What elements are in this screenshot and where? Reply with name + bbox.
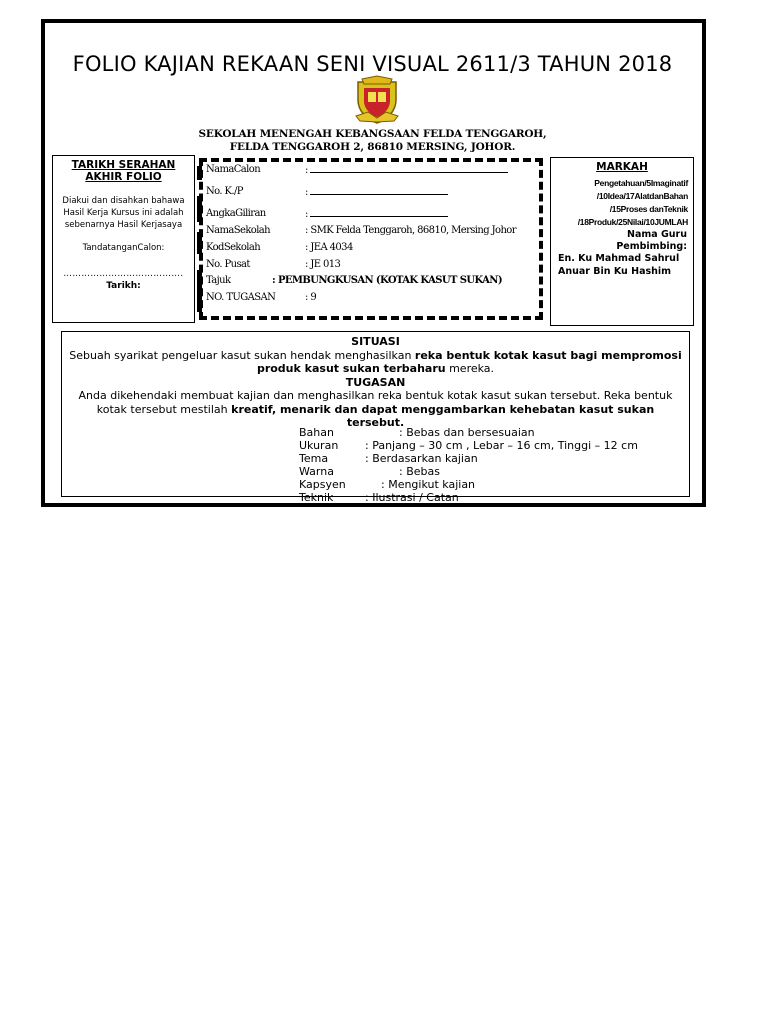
- signature-label: TandatanganCalon:: [82, 243, 165, 253]
- form-label: No. K./P: [206, 186, 243, 197]
- bar-decoration: [197, 232, 202, 254]
- form-value: : PEMBUNGKUSAN (KOTAK KASUT SUKAN): [272, 275, 502, 286]
- criteria-line: Pengetahuan/5Imaginatif: [594, 178, 688, 188]
- bar-decoration: [197, 166, 202, 180]
- form-label: NO. TUGASAN: [206, 292, 276, 303]
- teacher-label-line1: Nama Guru: [627, 229, 687, 240]
- declaration-text: [53, 195, 194, 231]
- form-label: NamaSekolah: [206, 225, 271, 236]
- teacher-name-line2: Anuar Bin Ku Hashim: [558, 265, 672, 277]
- marks-criteria: [551, 177, 693, 229]
- bar-decoration: [197, 270, 202, 312]
- bar-decoration: [197, 196, 202, 222]
- form-value: :: [305, 208, 448, 220]
- declaration-line2: Hasil Kerja Kursus ini adalah: [63, 208, 184, 218]
- teacher-name-line1: En. Ku Mahmad Sahrul: [558, 253, 680, 264]
- school-address: [0, 128, 745, 154]
- submission-heading-line2: AKHIR FOLIO: [85, 171, 162, 183]
- form-label: Tajuk: [206, 275, 231, 286]
- tugasan-text: Anda dikehendaki membuat kajian dan menghasilkan reka bentuk kotak kasut sukan tersebut. Reka bentuk: [78, 389, 673, 402]
- marks-box: [550, 157, 694, 326]
- submission-heading-line1: TARIKH SERAHAN: [71, 159, 176, 171]
- submission-date-box: [52, 155, 195, 323]
- school-crest-icon: [354, 76, 400, 124]
- school-name: SEKOLAH MENENGAH KEBANGSAAN FELDA TENGGAROH,: [198, 128, 547, 140]
- situasi-text-cont: produk kasut sukan terbaharu mereka.: [256, 362, 495, 375]
- form-label: No. Pusat: [206, 259, 250, 270]
- form-label: AngkaGiliran: [206, 208, 266, 219]
- form-label: NamaCalon: [206, 164, 261, 175]
- teacher-label: [551, 229, 693, 253]
- date-label: Tarikh:: [106, 281, 141, 291]
- criteria-line: /10Idea/17AlatdanBahan: [596, 191, 688, 201]
- situasi-text: Sebuah syarikat pengeluar kasut sukan hendak menghasilkan reka bentuk kotak kasut bagi mempromosi: [69, 348, 682, 362]
- signature-line: ………………………………….: [63, 269, 184, 279]
- criteria-line: /15Proses danTeknik: [609, 204, 688, 214]
- submission-heading: [53, 159, 194, 183]
- teacher-label-line2: Pembimbing:: [616, 241, 687, 252]
- form-label: KodSekolah: [206, 242, 261, 253]
- teacher-name: [551, 253, 693, 278]
- form-value: : JEA 4034: [305, 242, 353, 253]
- tugasan-text-end: tersebut.: [346, 416, 405, 429]
- form-value: : SMK Felda Tenggaroh, 86810, Mersing Johor: [305, 225, 516, 236]
- situasi-heading: SITUASI: [351, 335, 400, 348]
- form-value: : 9: [305, 292, 317, 303]
- school-location: FELDA TENGGAROH 2, 86810 MERSING, JOHOR.: [229, 141, 516, 153]
- form-value: : JE 013: [305, 259, 341, 270]
- criteria-line: /18Produk/25Nilai/10JUMLAH: [577, 217, 688, 227]
- task-box: SITUASI Sebuah syarikat pengeluar kasut sukan hendak menghasilkan reka bentuk kotak kasut bagi mempromosi produk kasut sukan terbaharu mereka. TUGASAN Anda dikehendaki membuat kajian dan menghasilkan reka bentuk kotak kasut sukan tersebut. Reka bentuk kotak tersebut mestilah kreatif, menarik dan dapat menggambarkan kehebatan kasut sukan tersebut. Bahan : Bebas dan bersesuaian Ukuran : Panjang – 30 cm , Lebar – 16 cm, Tinggi – 12 cm Tema : Berdasarkan kajian Warna : Bebas Kapsyen : Mengikut kajian Teknik : Ilustrasi / Catan: [61, 331, 690, 497]
- declaration-line3: sebenarnya Hasil Kerjasaya: [64, 220, 183, 230]
- marks-heading: MARKAH: [596, 161, 648, 173]
- form-value: :: [305, 186, 448, 198]
- form-value: :: [305, 164, 508, 176]
- page-title: FOLIO KAJIAN REKAAN SENI VISUAL 2611/3 TAHUN 2018: [72, 52, 673, 76]
- tugasan-heading: TUGASAN: [345, 375, 406, 389]
- tugasan-text-cont: kotak tersebut mestilah kreatif, menarik dan dapat menggambarkan kehebatan kasut sukan: [96, 402, 655, 416]
- declaration-line1: Diakui dan disahkan bahawa: [62, 196, 185, 206]
